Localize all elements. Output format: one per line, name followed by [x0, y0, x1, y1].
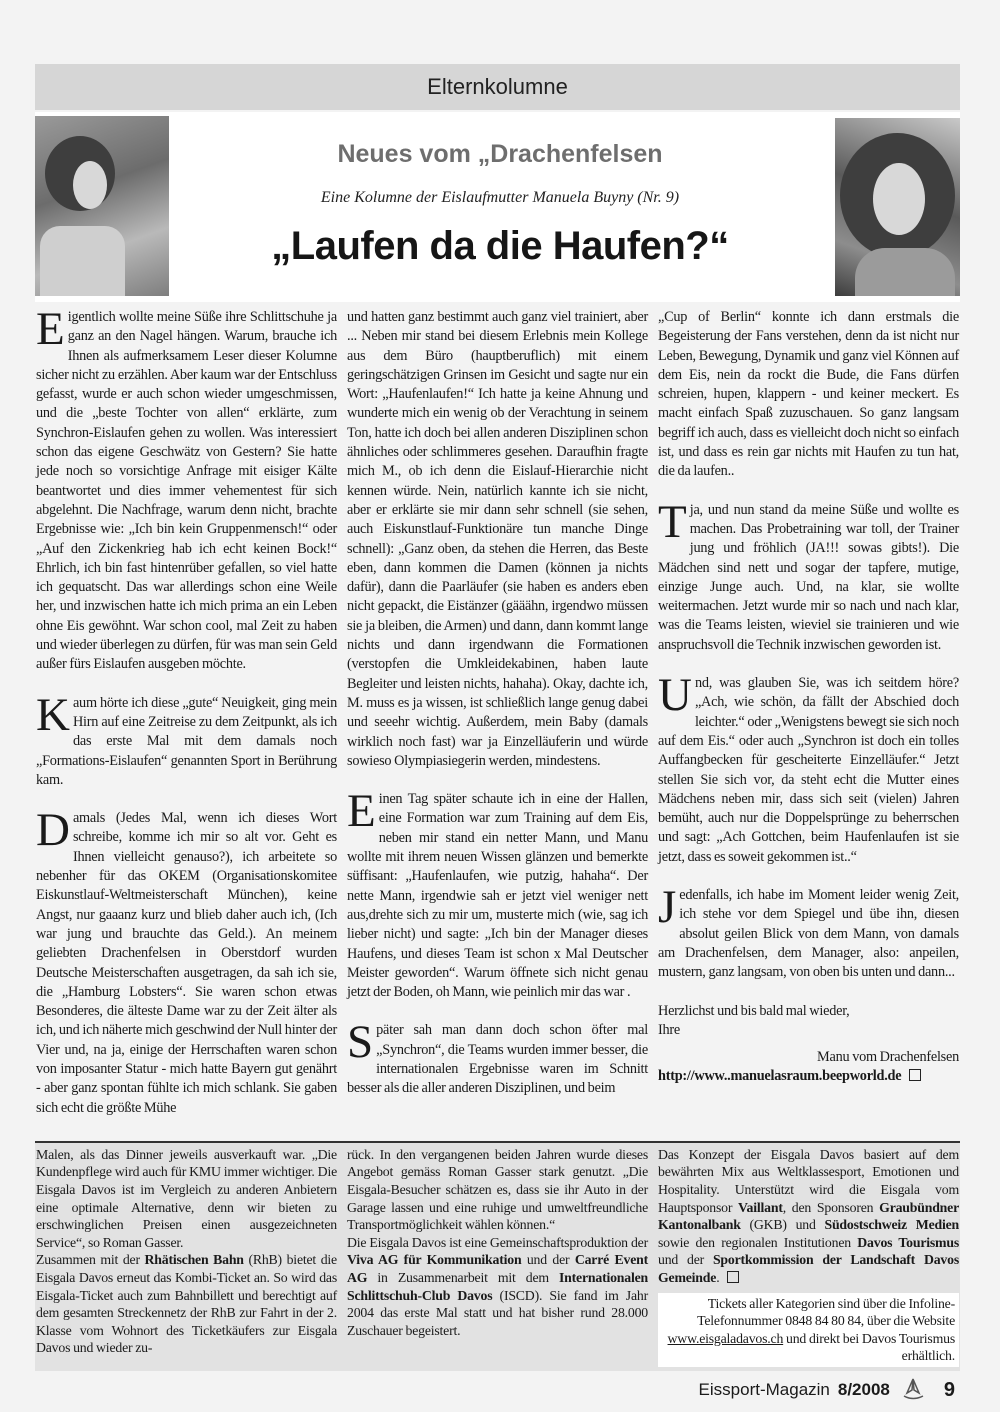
article-column-3: [658, 308, 959, 1087]
paragraph-text: ja, und nun stand da meine Süße und wollte es machen. Das Probetraining war toll, der Trainer jung und fröhlich (JA!!! sowas gibts!). Die Mädchen sind nett und sogar der tapfere, mutige, einzige Junge auch. Und, na klar, sie wollte weitermachen. Jetzt wurde mir so nach und nach klar, was die Teams leisten, wieviel sie trainieren und wie anspruchsvoll die Technik inzwischen geworden ist.: [658, 501, 959, 653]
paragraph-text: Zusammen mit der: [36, 1252, 145, 1268]
article-paragraph: [347, 1016, 648, 1098]
drop-cap: E: [347, 785, 376, 838]
closing-line: Ihre: [658, 1021, 681, 1038]
drop-cap: U: [658, 669, 692, 722]
drop-cap: E: [36, 303, 65, 355]
paragraph-text: (ISCD). Sie fand im Jahr 2004 das erste Mal statt und hat bisher rund 28.000 Zuschauer begeistert.: [347, 1287, 648, 1338]
article-columns: [36, 303, 960, 1137]
paragraph-text: und der: [658, 1252, 713, 1268]
article-paragraph: [347, 785, 648, 1002]
author-website-link[interactable]: http://www..manuelasraum.beepworld.de: [658, 1068, 902, 1085]
paragraph-text: inen Tag später schaute ich in eine der Hallen, eine Formation war zum Training auf dem Eis, neben mir stand ein netter Mann, und Manu wollte mit ihrem neuen Wissen glänzen und bemerkte süffisant: „Haufenlaufen, wie putzig, hahaha“. Der nette Mann, irgendwie sah er jetzt viel weniger nett aus,drehte sich zu mir um, musterte mich (wie, sag ich lieber nicht) und sagte: „Ich bin der Manager dieses Haufens, und dieses Team ist schon x Mal Deutscher Meister geworden“. Warum öffnete sich nicht genau jetzt der Boden, oh Mann, wie peinlich mir das war .: [347, 791, 648, 1001]
paragraph-text: und hatten ganz bestimmt auch ganz viel trainiert, aber ... Neben mir stand bei diesem Erlebnis mein Kollege aus dem Büro (hauptberuflich) mit einem geringschätzigen Grinsen im Gesicht und sagte nur ein Wort: „Haufenlaufen!“ Ich hatte ja keine Ahnung und wunderte mich ein wenig ob der Verachtung in seinem Ton, hatte ich doch bei allen anderen Disziplinen schon ähnliches oder schlimmeres gesehen. Daraufhin fragte mich M., ob ich denn die Eislauf-Hierarchie nicht kennen würde. Nein, natürlich kannte ich sie nicht, aber er erklärte sie mir dann sehr schnell (sie sehen, auch Eiskunstlauf-Funktionäre tun manche Dinge schnell): „Ganz oben, da stehen die Herren, das Beste eben, dann kommen die Damen (können ja nichts dafür), dann die Paarläufer (sie haben es anders eben nicht gepackt, die Eistänzer (gääähn, irgendwo müssen sie ja bleiben, die Armen) und dann, dann kommt lange nichts und dann irgendwann die Formationen (verstopfen die Umkleidekabinen, haben laute Begleiter und leisten nichts, hahaha). Okay, dachte ich, M. muss es ja wissen, ist schließlich lange genug dabei und seeehr wichtig. Außerdem, mein Baby (damals wirklich noch fast) war ja Einzelläuferin und würde sowieso Olympiasiegerin werden, mindestens.: [347, 309, 648, 769]
tickets-info: [658, 1293, 959, 1367]
article-paragraph: [658, 308, 959, 482]
highlighted-name: Rhätischen Bahn: [144, 1252, 244, 1268]
paragraph-text: päter sah man dann doch schon öfter mal „Synchron“, die Teams wurden immer besser, die internationalen Ergebnisse waren im Schnitt besser als die aller anderen Disziplinen, und beim: [347, 1022, 648, 1097]
page-footer: [0, 1377, 955, 1403]
paragraph-text: amals (Jedes Mal, wenn ich dieses Wort schreibe, komme ich mir so alt vor. Geht es Ihnen vielleicht genauso?), ich arbeitete so nebenher für das OKEM (Organisationskomitee Eiskunstlauf-Weltmeisterschaft München), keine Angst, nur gaaanz kurz und blieb daher auch ich, (Ich war jung und brauchte das Geld.). An meinem geliebten Drachenfelsen in Oberstdorf wurden Deutsche Meisterschaften ausgetragen, da sah ich sie, die „Hamburg Lobsters“. Sie waren schon etwas Besonderes, die älteste Dame war zu der Zeit älter als ich, und ich näherte mich geschwind der Null hinter der Vier und, na ja, einige der Herrschaften waren schon von imposanter Statur - mich hatte Bayern gut genährt - aber ganz spontan fühlte ich mich schlank. Sie gaben sich echt die größte Mühe: [36, 810, 337, 1116]
article-paragraph: [658, 669, 959, 867]
paragraph-text: „Cup of Berlin“ konnte ich dann erstmals die Begeisterung der Fans verstehen, denn da ist nicht nur Leben, Bewegung, Dynamik und ganz viel Können auf dem Eis, nein da rockt die Bude, die Fans dürfen schreien, hupen, klappern - und keiner meckert. Es macht einfach Spaß zuzuschauen. So ganz langsam begriff ich auch, dass es vielleicht doch nicht so einfach ist, und dass es rein gar nichts mit Haufen zu tun hat, die da laufen..: [658, 309, 959, 480]
page-number: 9: [943, 1378, 955, 1401]
drop-cap: T: [658, 495, 687, 548]
eisgala-section: [35, 1143, 960, 1371]
paragraph-text: Die Eisgala Davos ist eine Gemeinschaftsproduktion der: [347, 1234, 648, 1250]
article-paragraph: [658, 881, 959, 982]
column-name: Neues vom „Drachenfelsen: [337, 140, 663, 168]
paragraph-text: (RhB) bietet die Eisgala Davos erneut das Kombi-Ticket an. So wird das Eisgala-Ticket auch zum Bahnbillett und berechtigt auf dem gesamten Streckennetz der RhB zur Fahrt in der 2. Klasse vom Wohnort des Ticketkäufers zur Eisgala Davos und wieder zu-: [36, 1252, 337, 1356]
tickets-text: Tickets aller Kategorien sind über die Infoline-Telefonnummer 0848 84 80 84, über die Website: [697, 1295, 955, 1329]
eisgala-paragraph: [347, 1146, 648, 1234]
paragraph-text: sowie den regionalen Institutionen: [658, 1234, 858, 1250]
eisgala-column-3: [658, 1146, 959, 1367]
eisgala-column-2: [347, 1146, 648, 1340]
drop-cap: J: [658, 881, 677, 934]
issue-number: 8/2008: [837, 1380, 890, 1399]
highlighted-name: Graubündner Kantonalbank: [658, 1199, 959, 1233]
end-mark-icon: [727, 1271, 739, 1283]
eisgala-paragraph: [658, 1146, 959, 1287]
paragraph-text: .: [716, 1270, 720, 1286]
paragraph-text: in Zusammenarbeit mit dem: [367, 1270, 560, 1286]
eisgala-column-1: [36, 1146, 337, 1357]
highlighted-name: Viva AG für Kommunikation: [347, 1252, 522, 1268]
skater-logo-icon: [898, 1377, 928, 1403]
eisgala-website-link[interactable]: www.eisgaladavos.ch: [667, 1330, 784, 1346]
paragraph-text: und der: [521, 1252, 575, 1268]
highlighted-name: Davos Tourismus: [857, 1234, 959, 1250]
eisgala-paragraph: [36, 1251, 337, 1357]
article-paragraph: [658, 495, 959, 655]
article-column-1: [36, 303, 337, 1137]
paragraph-text: edenfalls, ich habe im Moment leider wenig Zeit, ich stehe vor dem Spiegel und übe ihn, diesen absolut geilen Blick von dem Mann, von damals am Drachenfelsen, dem Manager, also: anpeilen, mustern, ganz langsam, von oben bis unten und dann...: [658, 887, 959, 981]
article-paragraph: [36, 303, 337, 675]
end-mark-icon: [909, 1069, 921, 1081]
paragraph-text: aum hörte ich diese „gute“ Neuigkeit, ging mein Hirn auf eine Zeitreise zu dem Zeitpunkt, als ich das erste Mal mit dem damals noch „Formations-Eislaufen“ genannten Sport in Berührung kam.: [36, 694, 337, 788]
drop-cap: K: [36, 688, 70, 741]
paragraph-text: Malen, als das Dinner jeweils ausverkauft war. „Die Kundenpflege wird auch für KMU immer wichtiger. Die Eisgala Davos ist im Vergleich zu anderen Anbietern eine optimale Alternative, denn wir bieten zu erschwinglichen Preisen einen ausgezeichneten Service“, so Roman Gasser.: [36, 1146, 337, 1250]
tickets-text: und direkt bei Davos Tourismus erhältlich.: [783, 1330, 955, 1364]
drop-cap: D: [36, 804, 70, 857]
article-paragraph: [36, 688, 337, 790]
highlighted-name: Sportkommission der Landschaft Davos Gemeinde: [658, 1252, 959, 1286]
eisgala-column-3-text: [658, 1146, 959, 1287]
drop-cap: S: [347, 1016, 374, 1069]
highlighted-name: Südostschweiz Medien: [824, 1217, 960, 1233]
paragraph-text: rück. In den vergangenen beiden Jahren wurde dieses Angebot gemäss Roman Gasser stark genutzt. „Die Eisgala-Besucher schätzen es, dass sie ihr Auto in der Garage lassen und eine ruhige und umweltfreundliche Transportmöglichkeit wählen können.“: [347, 1146, 648, 1233]
eisgala-paragraph: [347, 1234, 648, 1340]
article-column-2: [347, 308, 648, 1118]
article-paragraph: [347, 308, 648, 771]
highlighted-name: Vaillant: [738, 1199, 783, 1215]
closing-line: Herzlichst und bis bald mal wieder,: [658, 1002, 850, 1019]
paragraph-text: nd, was glauben Sie, was ich seitdem höre? „Ach, wie schön, da fällt der Abschied doch leichter.“ oder „Wenigstens bewegt sie sich noch auf dem Eis.“ oder auch „Synchron ist doch ein tolles Auffangbecken für gescheiterte Einzelläufer.“ Jetzt stellen Sie sich vor, da steht echt die Mutter eines Mädchens neben mir, dass sich seit (vielen) Jahren bemüht, auch nur die Doppelsprünge zu beherrschen und sagt: „Ach Gottchen, beim Haufenlaufen ist sie jetzt, dass es soweit gekommen ist..“: [658, 675, 959, 865]
signature: Manu vom Drachenfelsen: [817, 1049, 959, 1066]
paragraph-text: (GKB) und: [740, 1217, 825, 1233]
highlighted-name: Carré Event AG: [347, 1252, 649, 1286]
eisgala-paragraph: [36, 1146, 337, 1252]
magazine-name: Eissport-Magazin: [698, 1380, 830, 1399]
paragraph-text: , den Sponsoren: [782, 1199, 880, 1215]
section-header: Elternkolumne: [35, 64, 960, 110]
paragraph-text: Das Konzept der Eisgala Davos basiert auf dem bewährten Mix aus Weltklassesport, Emotionen und Hospitality. Unterstützt wird die Eisgala vom Hauptsponsor: [658, 1146, 959, 1215]
article-paragraph: [36, 804, 337, 1118]
article-title: „Laufen da die Haufen?“: [271, 224, 729, 268]
highlighted-name: Internationalen Schlittschuh-Club Davos: [347, 1270, 648, 1303]
paragraph-text: igentlich wollte meine Süße ihre Schlittschuhe ja ganz an den Nagel hängen. Warum, brauche ich Ihnen als aufmerksamem Leser dieser Kolumne sicher nicht zu erzählen. Aber kaum war der Entschluss gefasst, wurde er auch schon wieder umgeschmissen, und die „beste Tochter von allen“ erklärte, zum Synchron-Eislaufen gehen zu wollen. Was interessiert schon das eigene Geschwätz von Gestern? Sie hatte jede noch so vorsichtige Anfrage mit eisiger Kälte beantwortet und dies immer vehementest für sich abgelehnt. Die Nachfrage, warum denn nicht, brachte Ergebnisse wie: „Ich bin kein Gruppenmensch!“ oder „Auf den Zickenkrieg hab ich echt keinen Bock!“ Ehrlich, ich bin fast hintenrüber gefallen, so viel hatte ich gequatscht. Das war allerdings schon eine Weile her, und inzwischen hatte ich mich prima an ein Leben ohne Eis gewöhnt. War schon cool, mal Zeit zu haben und wieder überlegen zu dürfen, für was man sein Geld außer fürs Eislaufen ausgeben möchte.: [36, 309, 337, 673]
column-subtitle: Eine Kolumne der Eislaufmutter Manuela Buyny (Nr. 9): [320, 189, 680, 206]
